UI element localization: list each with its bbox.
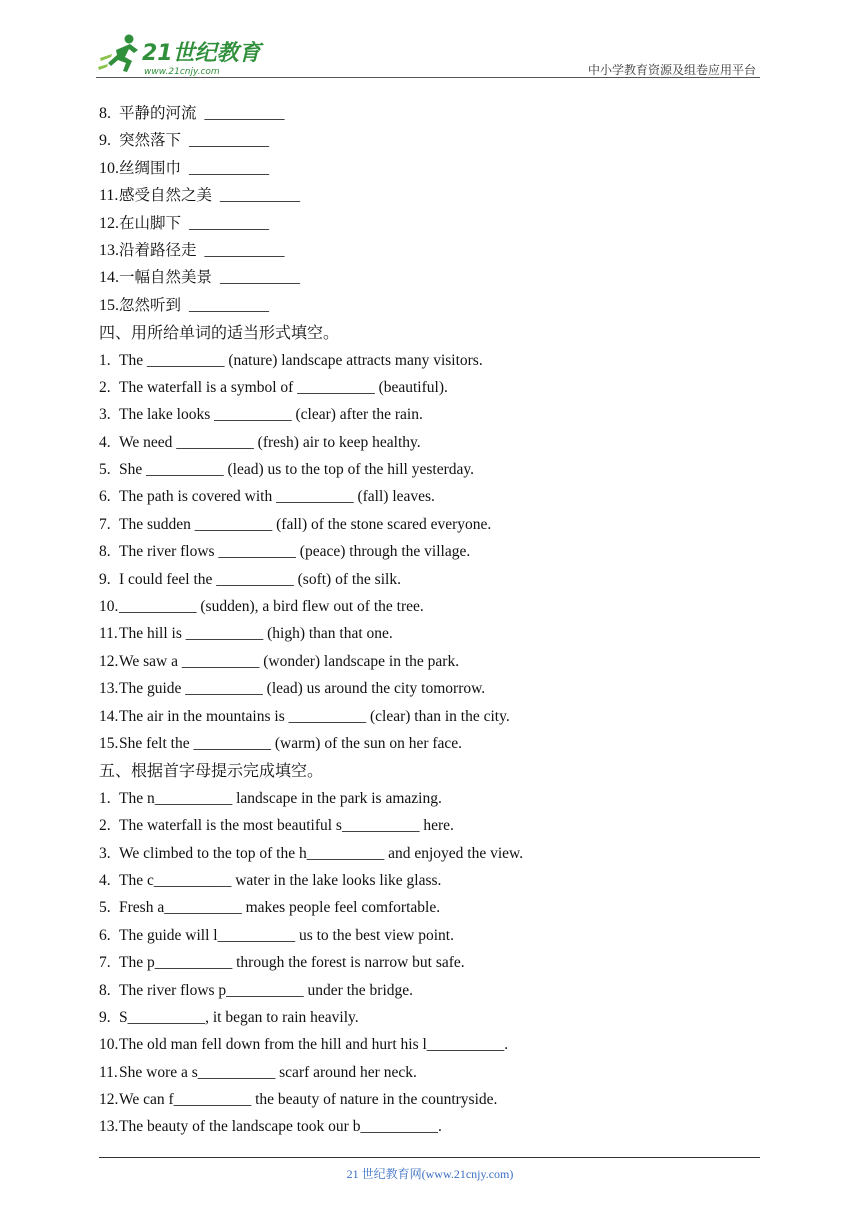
- question-item: [99, 894, 759, 921]
- logo: [96, 30, 266, 78]
- section-3-list: [99, 100, 759, 319]
- question-number: 8.: [99, 543, 111, 561]
- answer-blank[interactable]: __________: [220, 269, 301, 287]
- question-text: The old man fell down from the hill and hurt his l__________.: [119, 1036, 509, 1054]
- logo-title: 21世纪教育: [142, 41, 261, 66]
- header-platform-text: 中小学教育资源及组卷应用平台: [587, 63, 756, 77]
- question-item: [99, 538, 759, 565]
- question-text: The __________ (nature) landscape attracts many visitors.: [119, 351, 483, 369]
- question-text: 突然落下: [119, 131, 182, 150]
- question-number: 12.: [99, 652, 119, 670]
- page-header: [96, 30, 760, 80]
- question-item: [99, 648, 759, 675]
- question-text: S__________, it began to rain heavily.: [119, 1008, 359, 1026]
- question-number: 12.: [99, 214, 119, 232]
- question-number: 7.: [99, 954, 111, 972]
- question-number: 10.: [99, 159, 119, 177]
- question-number: 15.: [99, 734, 119, 752]
- question-item: [99, 1113, 759, 1140]
- question-text: The hill is __________ (high) than that one.: [119, 625, 393, 643]
- question-text: 一幅自然美景: [119, 268, 213, 287]
- question-number: 9.: [99, 132, 111, 150]
- question-text: The river flows __________ (peace) through the village.: [119, 543, 471, 561]
- section-5-title: 五、根据首字母提示完成填空。: [99, 761, 324, 781]
- question-number: 3.: [99, 844, 111, 862]
- question-text: The beauty of the landscape took our b__________.: [119, 1118, 442, 1136]
- question-text: She wore a s__________ scarf around her neck.: [119, 1063, 417, 1081]
- question-item: [99, 1004, 759, 1031]
- question-item: [99, 374, 759, 401]
- question-number: 4.: [99, 871, 111, 889]
- question-text: The river flows p__________ under the bridge.: [119, 981, 414, 999]
- answer-blank[interactable]: __________: [189, 214, 270, 232]
- question-item: [99, 456, 759, 483]
- question-item: [99, 922, 759, 949]
- question-text: __________ (sudden), a bird flew out of the tree.: [119, 598, 424, 616]
- question-item: [99, 100, 759, 127]
- question-number: 5.: [99, 461, 111, 479]
- question-item: [99, 155, 759, 182]
- question-text: The c__________ water in the lake looks like glass.: [119, 871, 442, 889]
- question-text: We need __________ (fresh) air to keep healthy.: [119, 433, 421, 451]
- question-item: [99, 127, 759, 154]
- section-4-title: 四、用所给单词的适当形式填空。: [99, 323, 340, 343]
- answer-blank[interactable]: __________: [189, 159, 270, 177]
- question-text: The path is covered with __________ (fall) leaves.: [119, 488, 435, 506]
- question-item: [99, 1059, 759, 1086]
- question-number: 6.: [99, 926, 111, 944]
- question-text: She felt the __________ (warm) of the sun on her face.: [119, 734, 463, 752]
- question-text: 沿着路径走: [119, 240, 197, 259]
- question-number: 15.: [99, 296, 119, 314]
- question-item: [99, 620, 759, 647]
- question-text: The waterfall is a symbol of __________ (beautiful).: [119, 378, 448, 396]
- question-item: [99, 210, 759, 237]
- question-text: 忽然听到: [119, 295, 182, 314]
- question-text: The sudden __________ (fall) of the stone scared everyone.: [119, 515, 492, 533]
- answer-blank[interactable]: __________: [204, 105, 285, 122]
- question-number: 14.: [99, 707, 119, 725]
- question-number: 2.: [99, 378, 111, 396]
- question-text: The waterfall is the most beautiful s__________ here.: [119, 817, 454, 835]
- question-text: 感受自然之美: [119, 186, 213, 205]
- question-number: 3.: [99, 406, 111, 424]
- question-text: The guide will l__________ us to the best view point.: [119, 926, 454, 944]
- question-text: The lake looks __________ (clear) after the rain.: [119, 406, 423, 424]
- question-number: 8.: [99, 981, 111, 999]
- question-item: [99, 292, 759, 319]
- answer-blank[interactable]: __________: [220, 187, 301, 205]
- question-item: [99, 483, 759, 510]
- question-text: We can f__________ the beauty of nature in the countryside.: [119, 1091, 498, 1109]
- question-item: [99, 675, 759, 702]
- question-number: 1.: [99, 789, 111, 807]
- question-item: [99, 593, 759, 620]
- question-item: [99, 182, 759, 209]
- question-item: [99, 429, 759, 456]
- question-text: The p__________ through the forest is narrow but safe.: [119, 954, 465, 972]
- question-item: [99, 703, 759, 730]
- question-item: [99, 949, 759, 976]
- question-item: [99, 812, 759, 839]
- question-number: 8.: [99, 105, 111, 122]
- question-item: [99, 347, 759, 374]
- question-item: [99, 867, 759, 894]
- footer-text: 21 世纪教育网(www.21cnjy.com): [346, 1167, 514, 1181]
- question-number: 5.: [99, 899, 111, 917]
- header-divider: [96, 77, 760, 78]
- answer-blank[interactable]: __________: [189, 296, 270, 314]
- runner-icon: [98, 35, 138, 73]
- question-number: 11.: [99, 1063, 118, 1081]
- question-number: 2.: [99, 817, 111, 835]
- question-number: 13.: [99, 680, 119, 698]
- question-item: [99, 730, 759, 757]
- question-number: 11.: [99, 187, 119, 205]
- section-5-list: [99, 785, 759, 1141]
- worksheet-body: [99, 100, 759, 1141]
- question-number: 9.: [99, 1008, 111, 1026]
- question-item: [99, 237, 759, 264]
- question-item: [99, 566, 759, 593]
- question-text: 丝绸围巾: [119, 158, 182, 177]
- question-number: 4.: [99, 433, 111, 451]
- question-number: 11.: [99, 625, 118, 643]
- question-item: [99, 977, 759, 1004]
- question-item: [99, 264, 759, 291]
- question-text: I could feel the __________ (soft) of the silk.: [119, 570, 401, 588]
- question-number: 10.: [99, 1036, 119, 1054]
- question-text: 平静的河流: [119, 104, 197, 122]
- question-number: 6.: [99, 488, 111, 506]
- question-item: [99, 401, 759, 428]
- question-text: 在山脚下: [119, 213, 182, 232]
- question-item: [99, 1086, 759, 1113]
- question-text: The air in the mountains is __________ (clear) than in the city.: [119, 707, 510, 725]
- question-number: 1.: [99, 351, 111, 369]
- logo-subtitle: www.21cnjy.com: [144, 67, 220, 77]
- answer-blank[interactable]: __________: [204, 241, 285, 259]
- question-number: 14.: [99, 269, 119, 287]
- question-text: The n__________ landscape in the park is amazing.: [119, 789, 442, 807]
- question-number: 7.: [99, 515, 111, 533]
- footer-divider: [99, 1157, 760, 1158]
- question-number: 13.: [99, 1118, 119, 1136]
- question-text: We climbed to the top of the h__________ and enjoyed the view.: [119, 844, 524, 862]
- question-text: Fresh a__________ makes people feel comfortable.: [119, 899, 441, 917]
- answer-blank[interactable]: __________: [189, 132, 270, 150]
- question-text: She __________ (lead) us to the top of the hill yesterday.: [119, 461, 474, 479]
- question-text: We saw a __________ (wonder) landscape in the park.: [119, 652, 460, 670]
- question-number: 9.: [99, 570, 111, 588]
- question-item: [99, 840, 759, 867]
- question-number: 12.: [99, 1091, 119, 1109]
- question-number: 13.: [99, 241, 119, 259]
- question-item: [99, 511, 759, 538]
- question-text: The guide __________ (lead) us around the city tomorrow.: [119, 680, 486, 698]
- question-item: [99, 1031, 759, 1058]
- question-number: 10.: [99, 598, 119, 616]
- question-item: [99, 785, 759, 812]
- section-4-list: [99, 347, 759, 758]
